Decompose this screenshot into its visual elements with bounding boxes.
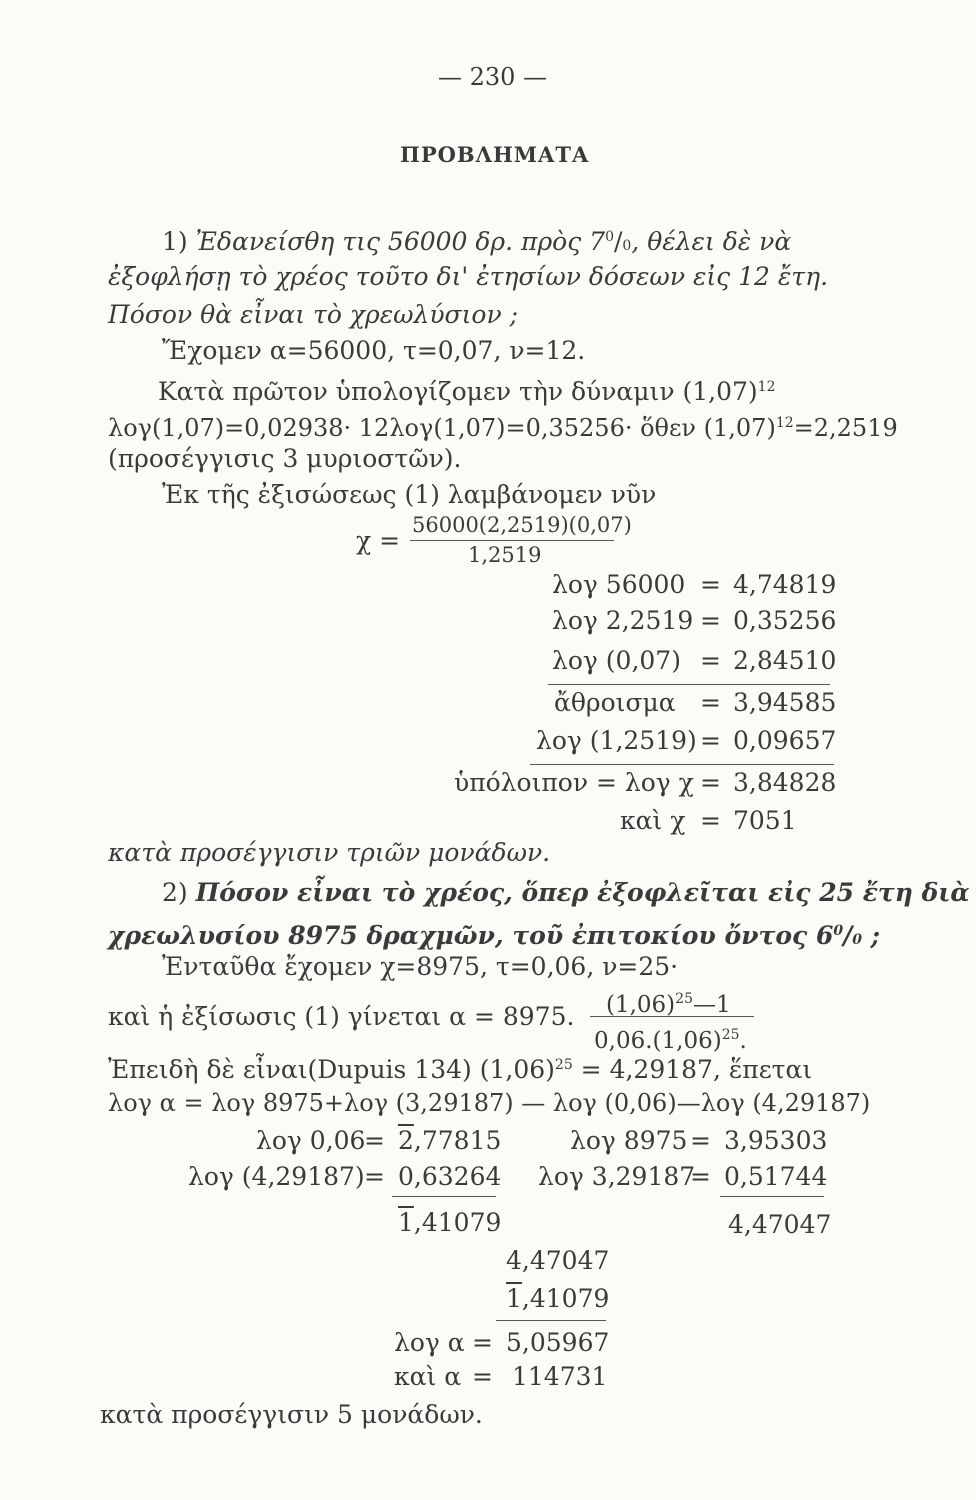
exponent: 25 [721,1027,740,1043]
final-minuend: 4,47047 [506,1246,610,1275]
text: Κατὰ πρῶτον ὑπολογίζομεν τὴν δύναμιν (1,07) [158,377,758,406]
percent-top: 0 [833,923,844,939]
a-label: καὶ α [394,1362,462,1391]
percent-bottom: 0 [622,238,632,254]
final-subtrahend [506,1284,609,1314]
right-log-eq: = [690,1162,711,1191]
problem-number: 2) [162,878,196,907]
percent-slash: / [613,227,623,256]
right-log-label: λογ 8975 [570,1126,688,1155]
text-end: —1 [693,992,731,1018]
left-log-eq: = [364,1126,385,1155]
text: χρεωλυσίου 8975 δραχμῶν, τοῦ ἐπιτοκίου ὄντος 6 [108,921,834,950]
right-log-value: 0,51744 [724,1162,828,1191]
left-log-label: λογ (4,29187) [188,1162,365,1191]
text: 0,06.(1,06) [594,1028,722,1054]
digits: ,77815 [413,1126,502,1155]
exponent: 25 [554,1057,573,1073]
result-value: 7051 [733,806,797,835]
fraction-denominator: 1,2519 [468,543,542,567]
left-sum-rule [392,1196,496,1197]
problem-1-line-2: ἐξοφλήσῃ τὸ χρέος τοῦτο δι' ἐτησίων δόσεων εἰς 12 ἔτη. [108,262,829,291]
digits: ,41079 [413,1208,502,1237]
approx-note-2: κατὰ προσέγγισιν 5 μονάδων. [100,1400,483,1429]
fraction-2-numerator [606,984,731,1020]
right-log-value: 3,95303 [724,1126,828,1155]
log-value: 4,74819 [733,570,837,599]
exponent: 12 [757,379,776,395]
log-eq: = [700,570,721,599]
text: λογ(1,07)=0,02938· 12λογ(1,07)=0,35256· ὅθεν (1,07) [108,414,776,442]
log-label: λογ 2,2519 [552,606,694,635]
left-total [398,1208,501,1238]
text-end: =2,2519 [793,414,898,442]
approx-note-1: κατὰ προσέγγισιν τριῶν μονάδων. [108,838,551,867]
page-number: — 230 — [438,63,548,91]
remainder-value: 3,84828 [733,768,837,797]
digits: 0,63264 [398,1162,502,1191]
a-eq: = [472,1362,493,1391]
digits: ,41079 [521,1284,610,1313]
text: Ἐπειδὴ δὲ εἶναι(Dupuis 134) (1,06) [108,1055,555,1084]
a-value: 114731 [512,1362,608,1391]
problem-2-line-2 [108,916,880,955]
log-label: λογ 56000 [552,570,686,599]
problem-1-line-4: Ἔχομεν α=56000, τ=0,07, ν=12. [162,336,586,365]
log-a-eq: = [472,1328,493,1357]
section-title: ΠΡΟΒΛΗΜΑΤΑ [400,142,590,167]
fraction-numerator: 56000(2,2519)(0,07) [412,513,632,537]
log-a-label: λογ α [394,1328,465,1357]
problem-2-line-6: λογ α = λογ 8975+λογ (3,29187) — λογ (0,06)—λογ (4,29187) [108,1089,871,1117]
problem-2-line-3: Ἐνταῦθα ἔχομεν χ=8975, τ=0,06, ν=25· [162,952,679,981]
sub-label: λογ (1,2519) [536,726,697,755]
exponent: 12 [775,415,794,431]
text-end: . [739,1028,747,1054]
exponent: 25 [675,991,693,1007]
remainder-rule [530,764,834,765]
right-log-eq: = [690,1126,711,1155]
fraction-2-bar [590,1016,754,1017]
sub-value: 0,09657 [733,726,837,755]
text-end: = 4,29187, ἕπεται [572,1055,813,1084]
log-eq: = [700,646,721,675]
bar-digit: 1 [398,1208,414,1237]
right-total: 4,47047 [728,1210,832,1239]
problem-2-line-5 [108,1050,812,1085]
left-log-value [398,1126,501,1156]
log-value: 2,84510 [733,646,837,675]
log-value: 0,35256 [733,606,837,635]
problem-1-line-8: Ἐκ τῆς ἐξισώσεως (1) λαμβάνομεν νῦν [162,480,657,509]
bar-digit: 2 [398,1126,414,1155]
result-label: καὶ χ [620,806,686,835]
problem-text: Ἐδανείσθη τις 56000 δρ. πρὸς 7 [195,227,606,256]
problem-1-line-3: Πόσον θὰ εἶναι τὸ χρεωλύσιον ; [108,300,519,329]
result-eq: = [700,806,721,835]
problem-2-line-4: καὶ ἡ ἐξίσωσις (1) γίνεται α = 8975. [108,1002,575,1031]
right-sum-rule [720,1196,824,1197]
text-end: ; [862,921,880,950]
left-log-eq: = [364,1162,385,1191]
log-eq: = [700,606,721,635]
left-log-value [398,1162,501,1192]
problem-text-end: , θέλει δὲ νὰ [631,227,792,256]
sum-rule [548,684,830,685]
text: (1,06) [606,992,676,1018]
problem-1-line-7: (προσέγγισις 3 μυριοστῶν). [108,444,462,473]
sub-eq: = [700,726,721,755]
percent-top: 0 [605,229,614,245]
bar-digit: 1 [506,1284,522,1313]
percent-bottom: 0 [852,932,862,948]
log-label: λογ (0,07) [552,646,681,675]
sum-label: ἄθροισμα [554,688,676,717]
remainder-eq: = [700,768,721,797]
final-rule [496,1320,606,1321]
problem-2-line-1 [162,878,970,908]
right-log-label: λογ 3,29187 [538,1162,696,1191]
x-equals: χ = [356,526,401,555]
log-a-value: 5,05967 [506,1328,610,1357]
problem-1-line-5 [158,372,776,407]
percent-slash: / [843,921,853,950]
problem-1-line-1 [162,222,791,261]
remainder-label: ὑπόλοιπον = λογ χ [454,768,694,797]
sum-value: 3,94585 [733,688,837,717]
problem-text: Πόσον εἶναι τὸ χρέος, ὅπερ ἐξοφλεῖται εἰς 25 ἔτη διὰ [195,878,970,907]
sum-eq: = [700,688,721,717]
problem-number: 1) [162,227,196,256]
problem-1-line-6 [108,408,898,443]
left-log-label: λογ 0,06 [256,1126,366,1155]
